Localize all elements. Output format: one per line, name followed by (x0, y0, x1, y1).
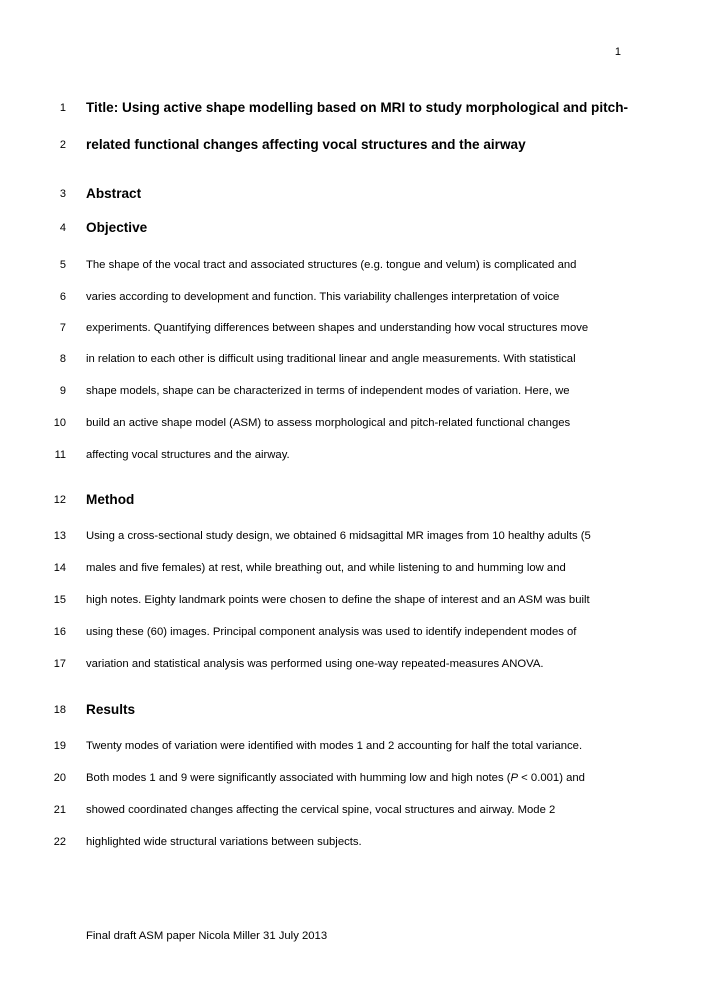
manuscript-line (0, 590, 707, 610)
manuscript-line (0, 255, 707, 275)
line-number: 9 (59, 385, 66, 397)
method-heading: Method (86, 492, 135, 507)
manuscript-line (0, 654, 707, 674)
manuscript-line (0, 622, 707, 642)
results-text-line: showed coordinated changes affecting the cervical spine, vocal structures and airway. Mode 2 (86, 804, 556, 816)
line-number: 21 (53, 804, 66, 816)
results-text-line: highlighted wide structural variations between subjects. (86, 836, 362, 848)
line-number: 3 (59, 188, 66, 200)
manuscript-line (0, 287, 707, 307)
objective-text-line: build an active shape model (ASM) to assess morphological and pitch-related functional changes (86, 417, 571, 429)
objective-text-line: The shape of the vocal tract and associated structures (e.g. tongue and velum) is complicated and (86, 259, 577, 271)
manuscript-line (0, 218, 707, 238)
manuscript-line (0, 800, 707, 820)
manuscript-line (0, 490, 707, 510)
line-number: 10 (53, 417, 66, 429)
line-number: 14 (53, 562, 66, 574)
abstract-heading: Abstract (86, 186, 142, 201)
results-text-segment: Both modes 1 and 9 were significantly associated with humming low and high notes ( (86, 772, 511, 784)
line-number: 15 (53, 594, 66, 606)
line-number: 1 (59, 102, 66, 114)
method-text-line: high notes. Eighty landmark points were chosen to define the shape of interest and an ASM was built (86, 594, 590, 606)
method-text-line: variation and statistical analysis was performed using one-way repeated-measures ANOVA. (86, 658, 544, 670)
method-text-line: using these (60) images. Principal component analysis was used to identify independent modes of (86, 626, 577, 638)
method-text-line: Using a cross-sectional study design, we obtained 6 midsagittal MR images from 10 healthy adults (5 (86, 530, 591, 542)
manuscript-line (0, 349, 707, 369)
manuscript-line (0, 98, 707, 118)
page-number: 1 (614, 46, 621, 58)
title-line-1: Title: Using active shape modelling based on MRI to study morphological and pitch- (86, 100, 629, 115)
line-number: 6 (59, 291, 66, 303)
line-number: 11 (54, 449, 66, 461)
objective-text-line: affecting vocal structures and the airway. (86, 449, 290, 461)
results-text-segment: < 0.001) and (518, 772, 585, 784)
manuscript-line (0, 736, 707, 756)
line-number: 2 (59, 139, 66, 151)
manuscript-line (0, 558, 707, 578)
line-number: 22 (53, 836, 66, 848)
manuscript-line (0, 381, 707, 401)
manuscript-line (0, 135, 707, 155)
objective-text-line: varies according to development and function. This variability challenges interpretation of voice (86, 291, 560, 303)
objective-heading: Objective (86, 220, 148, 235)
line-number: 5 (59, 259, 66, 271)
manuscript-line (0, 445, 707, 465)
manuscript-line (0, 768, 707, 788)
results-heading: Results (86, 702, 136, 717)
footer-text: Final draft ASM paper Nicola Miller 31 July 2013 (86, 930, 328, 942)
line-number: 18 (53, 704, 66, 716)
manuscript-line (0, 832, 707, 852)
method-text-line: males and five females) at rest, while breathing out, and while listening to and humming low and (86, 562, 566, 574)
line-number: 20 (53, 772, 66, 784)
line-number: 7 (59, 322, 66, 334)
manuscript-line (0, 700, 707, 720)
title-line-2: related functional changes affecting vocal structures and the airway (86, 137, 526, 152)
line-number: 13 (53, 530, 66, 542)
manuscript-line (0, 413, 707, 433)
line-number: 17 (53, 658, 66, 670)
line-number: 19 (53, 740, 66, 752)
line-number: 12 (53, 494, 66, 506)
line-number: 8 (59, 353, 66, 365)
objective-text-line: shape models, shape can be characterized in terms of independent modes of variation. Here, we (86, 385, 570, 397)
manuscript-line (0, 318, 707, 338)
manuscript-line (0, 184, 707, 204)
results-text-line (86, 768, 585, 788)
manuscript-line (0, 526, 707, 546)
objective-text-line: experiments. Quantifying differences between shapes and understanding how vocal structures move (86, 322, 589, 334)
p-value-symbol: P (510, 772, 519, 784)
results-text-line: Twenty modes of variation were identified with modes 1 and 2 accounting for half the total variance. (86, 740, 583, 752)
objective-text-line: in relation to each other is difficult using traditional linear and angle measurements. With statistical (86, 353, 576, 365)
line-number: 4 (59, 222, 66, 234)
line-number: 16 (53, 626, 66, 638)
